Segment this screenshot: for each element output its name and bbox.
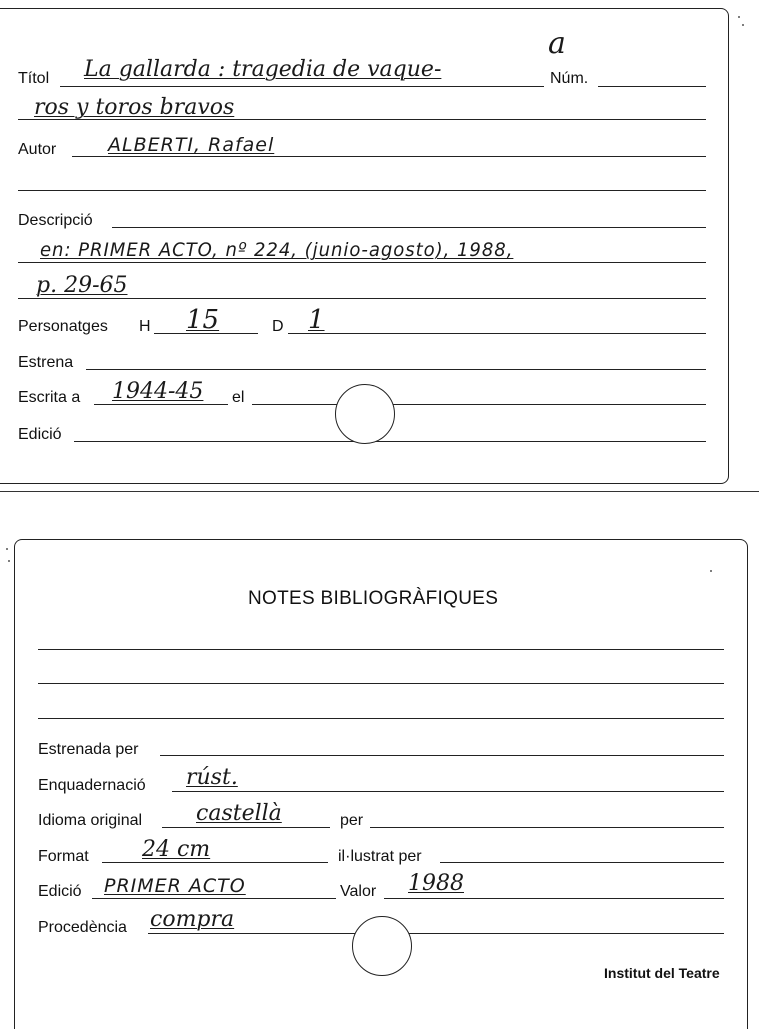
descripcio-value-line2: p. 29-65: [36, 273, 128, 298]
enquadernacio-label: Enquadernació: [38, 777, 146, 794]
per-rule: [370, 827, 724, 828]
enquadernacio-rule: [172, 791, 724, 792]
descripcio-rule-3: [18, 298, 706, 299]
notes-rule-2: [38, 683, 724, 684]
valor-rule: [384, 898, 724, 899]
scan-speck: [710, 570, 712, 572]
institut-footer: Institut del Teatre: [604, 965, 720, 981]
descripcio-value-line1: en: PRIMER ACTO, nº 224, (junio-agosto), 1988,: [40, 239, 514, 261]
il-lustrat-per-rule: [440, 862, 724, 863]
punch-hole-back: [352, 916, 412, 976]
num-rule: [598, 86, 706, 87]
edicio-label: Edició: [18, 426, 62, 443]
titol-rule: [60, 86, 544, 87]
scan-speck: [738, 16, 740, 18]
edicio-rule: [74, 441, 706, 442]
notes-rule-1: [38, 649, 724, 650]
descripcio-label: Descripció: [18, 212, 93, 229]
personatges-label: Personatges: [18, 318, 108, 335]
titol-value-line2: ros y toros bravos: [34, 95, 235, 120]
el-label: el: [232, 389, 245, 406]
personatges-d-label: D: [272, 318, 284, 335]
scan-speck: [6, 548, 8, 550]
escrita-a-rule: [94, 404, 228, 405]
back-edicio-rule: [92, 898, 336, 899]
escrita-a-value: 1944-45: [112, 379, 204, 404]
num-label: Núm.: [550, 70, 589, 87]
titol-label: Títol: [18, 70, 50, 87]
procedencia-rule: [148, 933, 724, 934]
format-label: Format: [38, 848, 89, 865]
descripcio-rule: [112, 227, 706, 228]
personatges-h-value: 15: [186, 305, 220, 335]
blank-rule: [18, 190, 706, 191]
procedencia-label: Procedència: [38, 919, 127, 936]
scan-speck: [8, 560, 10, 562]
scan-separator-line: [0, 491, 759, 492]
personatges-h-label: H: [139, 318, 151, 335]
idioma-original-rule: [162, 827, 330, 828]
format-value: 24 cm: [142, 837, 211, 862]
estrena-label: Estrena: [18, 354, 74, 371]
format-rule: [102, 862, 328, 863]
notes-rule-3: [38, 718, 724, 719]
valor-label: Valor: [340, 883, 377, 900]
procedencia-value: compra: [150, 907, 235, 932]
il-lustrat-per-label: il·lustrat per: [338, 848, 422, 865]
el-rule: [252, 404, 706, 405]
back-edicio-value: PRIMER ACTO: [104, 875, 246, 897]
personatges-d-rule: [288, 333, 706, 334]
scan-speck: [742, 24, 744, 26]
titol-value-line1: La gallarda : tragedia de vaque-: [84, 57, 442, 82]
notes-title: NOTES BIBLIOGRÀFIQUES: [248, 588, 499, 609]
idioma-original-label: Idioma original: [38, 812, 143, 829]
back-edicio-label: Edició: [38, 883, 82, 900]
enquadernacio-value: rúst.: [186, 765, 238, 790]
personatges-d-value: 1: [308, 305, 325, 335]
idioma-original-value: castellà: [196, 801, 282, 826]
estrenada-per-rule: [160, 755, 724, 756]
escrita-a-label: Escrita a: [18, 389, 81, 406]
autor-value: ALBERTI, Rafael: [108, 134, 275, 156]
autor-label: Autor: [18, 141, 57, 158]
punch-hole-front: [335, 384, 395, 444]
estrenada-per-label: Estrenada per: [38, 741, 139, 758]
num-mark: a: [548, 26, 566, 61]
descripcio-rule-2: [18, 262, 706, 263]
per-label: per: [340, 812, 364, 829]
estrena-rule: [86, 369, 706, 370]
valor-value: 1988: [408, 871, 464, 896]
